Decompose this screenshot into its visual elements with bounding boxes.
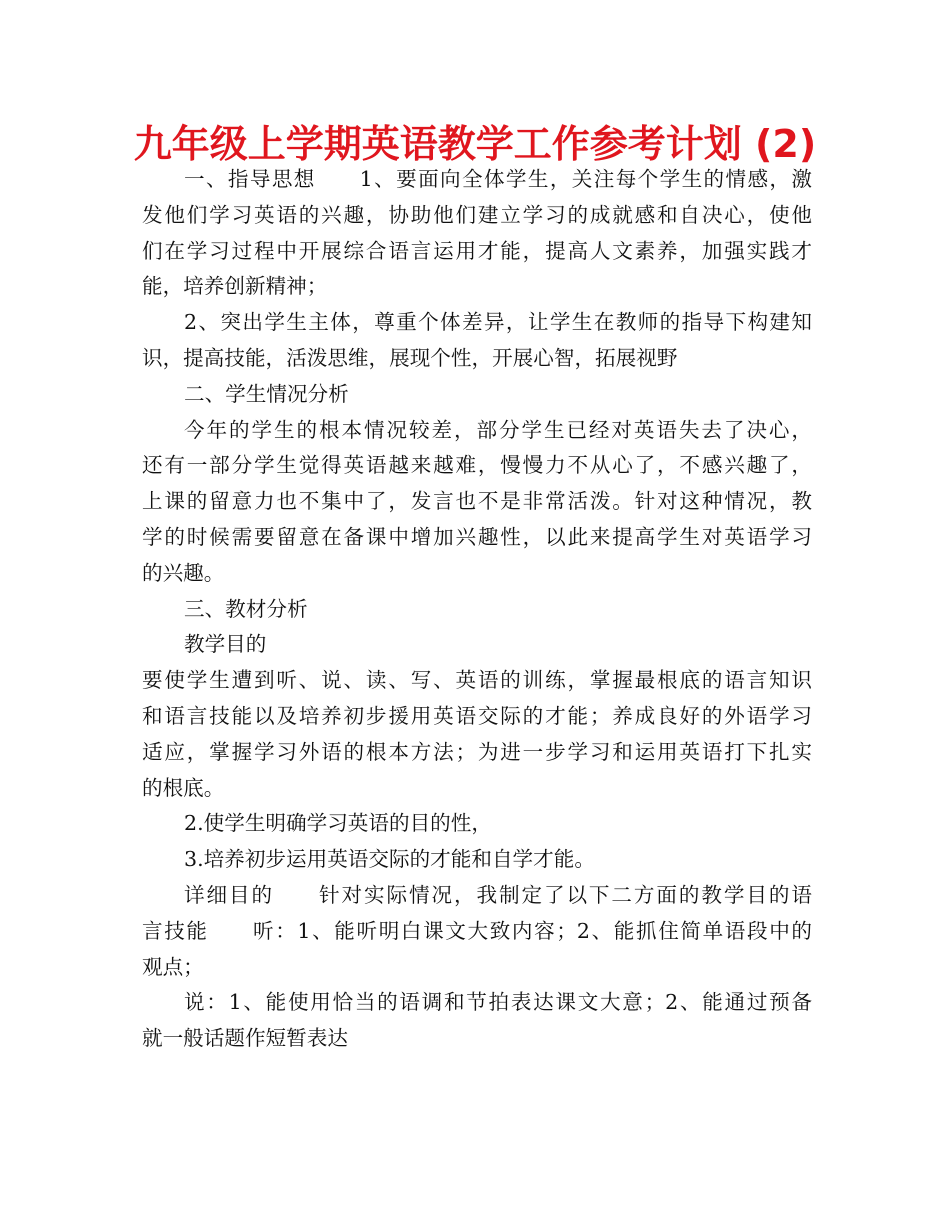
text-line: 言技能 听：1、能听明白课文大致内容；2、能抓住简单语段中的 xyxy=(142,918,812,943)
text-line: 观点； xyxy=(142,954,204,979)
text-line: 的根底。 xyxy=(142,775,225,800)
text-line: 的兴趣。 xyxy=(142,560,225,585)
text-line: 识，提高技能，活泼思维，展现个性，开展心智，拓展视野 xyxy=(142,345,678,370)
text-line: 2.使学生明确学习英语的目的性， xyxy=(184,811,492,836)
text-line: 上课的留意力也不集中了，发言也不是非常活泼。针对这种情况，教 xyxy=(142,489,812,514)
text-line: 学的时候需要留意在备课中增加兴趣性，以此来提高学生对英语学习 xyxy=(142,524,812,549)
text-line: 还有一部分学生觉得英语越来越难，慢慢力不从心了，不感兴趣了， xyxy=(142,453,812,478)
text-line: 和语言技能以及培养初步援用英语交际的才能；养成良好的外语学习 xyxy=(142,703,812,728)
text-line: 说：1、能使用恰当的语调和节拍表达课文大意；2、能通过预备 xyxy=(184,990,812,1015)
document-body xyxy=(142,162,812,1057)
text-line: 能，培养创新精神； xyxy=(142,274,328,299)
document-title: 九年级上学期英语教学工作参考计划 (2) xyxy=(133,122,817,166)
text-line: 发他们学习英语的兴趣，协助他们建立学习的成就感和自决心，使他 xyxy=(142,202,812,227)
text-line: 一、指导思想 1、要面向全体学生，关注每个学生的情感，激 xyxy=(184,167,812,191)
text-line: 就一般话题作短暂表达 xyxy=(142,1026,348,1051)
text-line: 2、突出学生主体，尊重个体差异，让学生在教师的指导下构建知 xyxy=(184,310,812,335)
section-heading: 二、学生情况分析 xyxy=(184,381,349,406)
text-line: 适应，掌握学习外语的根本方法；为进一步学习和运用英语打下扎实 xyxy=(142,739,812,764)
text-line: 们在学习过程中开展综合语言运用才能，提高人文素养，加强实践才 xyxy=(142,238,812,263)
section-heading: 三、教材分析 xyxy=(184,596,308,621)
text-line: 要使学生遭到听、说、读、写、英语的训练，掌握最根底的语言知识 xyxy=(142,668,812,693)
text-line: 今年的学生的根本情况较差，部分学生已经对英语失去了决心， xyxy=(184,417,812,442)
subsection-heading: 教学目的 xyxy=(184,632,267,657)
text-line: 3.培养初步运用英语交际的才能和自学才能。 xyxy=(184,847,595,872)
text-line: 详细目的 针对实际情况，我制定了以下二方面的教学目的语 xyxy=(184,882,812,907)
